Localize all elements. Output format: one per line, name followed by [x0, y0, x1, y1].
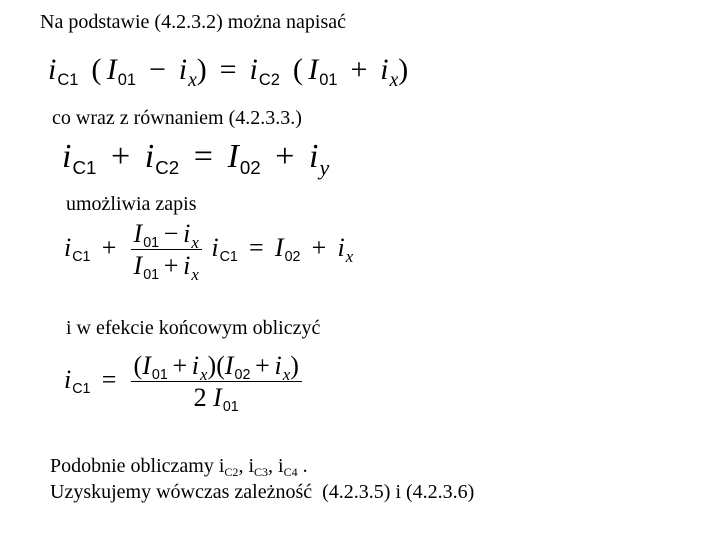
eq3-plus2: + [311, 232, 327, 262]
eq3-i: i [64, 232, 72, 262]
eq3-I: I [274, 232, 284, 262]
eq3-i2: i [211, 232, 219, 262]
similarly-sub-c4: C4 [283, 465, 298, 479]
equation-2 [62, 138, 330, 180]
eq2-i: i [62, 138, 72, 175]
eq1-sub-x: x [188, 69, 197, 91]
eq3-numerator [131, 219, 202, 252]
eq2-sub-y: y [319, 154, 330, 180]
eq4-num-I2: I [224, 351, 234, 380]
equation-3 [64, 219, 354, 285]
eq4-num-I: I [142, 351, 151, 380]
eq1-minus: − [148, 53, 166, 86]
eq4-num-sub-x2: x [282, 364, 291, 384]
enables-text: umożliwia zapis [66, 193, 197, 215]
eq3-num-sub-01: 01 [143, 235, 160, 251]
equation-4 [64, 351, 305, 416]
eq1-i: i [48, 53, 57, 86]
eq1-rparen2: ) [398, 53, 409, 86]
eq1-I2: I [308, 53, 319, 86]
eq3-den-plus: + [163, 251, 179, 281]
eq2-equals: = [193, 138, 213, 175]
eq2-i3: i [309, 138, 319, 175]
eq2-i2: i [144, 138, 155, 175]
eq2-sub-02: 02 [239, 156, 261, 178]
eq2-sub-c2: C2 [155, 156, 180, 178]
eq4-num-sub-02: 02 [234, 367, 251, 383]
eq1-sub-x2: x [389, 69, 399, 91]
eq2-plus2: + [275, 138, 295, 175]
eq3-den-sub-01: 01 [143, 267, 160, 284]
eq3-denominator [131, 251, 202, 285]
eq3-equals: = [249, 232, 264, 262]
eq3-sub-c1: C1 [72, 248, 91, 265]
eq1-i2: i [178, 53, 188, 86]
eq3-num-sub-x: x [191, 232, 199, 252]
eq1-sub-c1: C1 [57, 70, 79, 89]
eq3-i3: i [337, 232, 345, 262]
eq2-sub-c1: C1 [72, 156, 97, 178]
eq4-num-sub-x: x [200, 364, 208, 384]
eq4-fraction [131, 351, 302, 416]
with-equation-text: co wraz z równaniem (4.2.3.3.) [52, 107, 302, 129]
eq1-sub-c2: C2 [258, 70, 280, 89]
eq1-rparen: ) [196, 53, 207, 86]
eq4-num-plus2: + [255, 351, 270, 380]
eq4-i: i [64, 364, 72, 394]
eq4-denominator [191, 383, 242, 416]
similarly-end: . [297, 455, 308, 477]
eq2-plus: + [110, 138, 131, 175]
eq3-den-i: i [183, 251, 191, 281]
eq4-num-i: i [191, 351, 200, 380]
eq1-i3: i [249, 53, 258, 86]
eq4-sub-c1: C1 [72, 380, 91, 397]
eq4-rparen2: ) [290, 351, 299, 380]
similarly-sub-c3: C3 [254, 465, 269, 479]
conclusion-text: Uzyskujemy wówczas zależność (4.2.3.5) i (4.2.3.6) [50, 481, 475, 503]
eq3-plus: + [101, 232, 117, 262]
eq4-lparen2: ( [216, 351, 225, 380]
similarly-sub-c2: C2 [224, 465, 239, 479]
eq3-sub-c1b: C1 [219, 248, 238, 265]
eq2-I: I [227, 138, 239, 175]
eq3-den-I: I [133, 251, 143, 281]
eq4-num-sub-01: 01 [151, 367, 168, 383]
eq1-equals: = [219, 53, 237, 86]
eq4-lparen: ( [133, 351, 143, 380]
eq3-sub-02: 02 [284, 248, 301, 265]
eq3-sub-x: x [345, 246, 354, 266]
eq1-plus: + [350, 53, 368, 86]
eq1-sub-01: 01 [117, 70, 137, 89]
eq4-num-i2: i [274, 351, 282, 380]
eq3-fraction [131, 219, 202, 285]
eq4-den-sub-01: 01 [222, 399, 239, 416]
similarly-sep-1: , i [238, 455, 254, 477]
eq3-num-I: I [133, 219, 143, 248]
eq1-I: I [106, 53, 117, 86]
eq3-num-minus: − [163, 219, 179, 248]
eq1-i4: i [380, 53, 389, 86]
eq3-num-i: i [183, 219, 191, 248]
eq4-numerator [131, 351, 302, 384]
intro-text: Na podstawie (4.2.3.2) można napisać [40, 11, 347, 33]
eq3-den-sub-x: x [191, 265, 199, 285]
finally-text: i w efekcie końcowym obliczyć [66, 317, 321, 339]
similarly-text [50, 454, 308, 480]
eq4-den-I: I [213, 383, 222, 413]
similarly-prefix: Podobnie obliczamy i [50, 455, 225, 477]
eq4-den-two: 2 [193, 383, 207, 413]
eq4-rparen: ) [207, 351, 217, 380]
eq4-equals: = [101, 364, 117, 394]
equation-1 [48, 53, 409, 91]
eq1-sub-01b: 01 [319, 70, 338, 89]
eq1-lparen: ( [91, 53, 102, 86]
eq1-lparen2: ( [292, 53, 303, 86]
eq4-num-plus: + [172, 351, 188, 380]
similarly-sep-2: , i [268, 455, 284, 477]
